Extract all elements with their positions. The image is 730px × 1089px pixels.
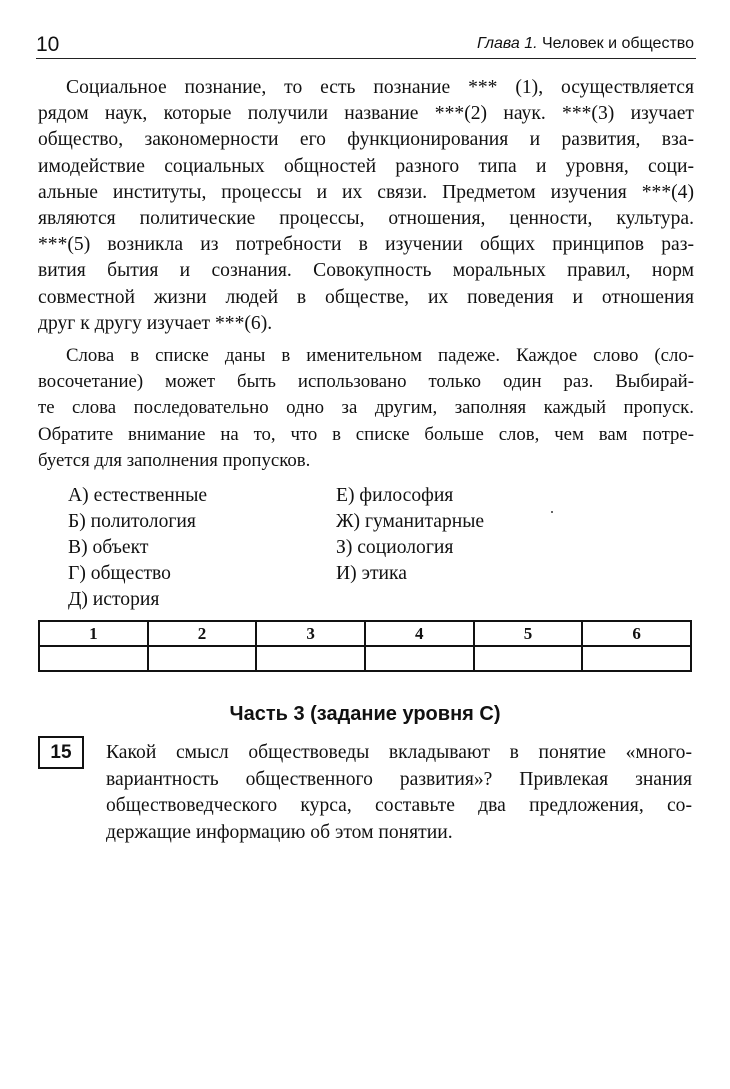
options-column-left <box>68 483 207 613</box>
option-item: И) этика <box>336 563 407 584</box>
chapter-title: Человек и общество <box>542 35 694 52</box>
answer-column-header: 3 <box>256 621 365 646</box>
text-line: являются политические процессы, отношения, ценности, культура. <box>38 208 694 230</box>
text-line: совместной жизни людей в обществе, их поведения и отношения <box>38 286 694 308</box>
answer-table <box>38 620 692 672</box>
answer-table-header-row <box>39 621 691 646</box>
option-item: Б) политология <box>68 511 196 532</box>
instructions-paragraph <box>38 343 694 474</box>
chapter-label: Глава 1. <box>476 35 538 52</box>
answer-column-header: 1 <box>39 621 148 646</box>
answer-column-header: 5 <box>474 621 583 646</box>
text-line: Социальное познание, то есть познание *** (1), осуществляется <box>66 77 694 98</box>
text-line: рядом наук, которые получили название ***(2) наук. ***(3) изучает <box>38 103 694 125</box>
text-line: буется для заполнения пропусков. <box>38 449 311 471</box>
option-item: А) естественные <box>68 485 208 506</box>
answer-table-input-row <box>39 646 691 671</box>
answer-cell[interactable] <box>365 646 474 671</box>
page-number: 10 <box>36 33 60 56</box>
answer-cell[interactable] <box>39 646 148 671</box>
text-line: Обратите внимание на то, что в списке больше слов, чем вам потре- <box>38 423 694 445</box>
option-item: Г) общество <box>68 563 171 584</box>
option-item: Ж) гуманитарные <box>336 511 485 532</box>
text-line: вариантность общественного развития»? Привлекая знания <box>106 768 692 790</box>
text-line: обществоведческого курса, составьте два предложения, со- <box>106 795 692 816</box>
chapter-heading <box>477 35 694 53</box>
option-item: З) социология <box>336 537 454 558</box>
options-column-right <box>336 483 484 587</box>
text-line: ***(5) возникла из потребности в изучении общих принципов раз- <box>38 234 694 256</box>
option-item: Е) философия <box>336 485 454 506</box>
answer-column-header: 2 <box>148 621 257 646</box>
text-line: друг к другу изучает ***(6). <box>38 312 273 334</box>
text-line: вития бытия и сознания. Совокупность моральных правил, норм <box>38 260 694 282</box>
task-text-paragraph <box>38 75 694 337</box>
part-title: Часть 3 (задание уровня С) <box>229 703 501 725</box>
text-line: восочетание) может быть использовано только один раз. Выбирай- <box>38 371 694 393</box>
option-item: Д) история <box>68 589 160 610</box>
text-line: держащие информацию об этом понятии. <box>106 821 453 843</box>
answer-cell[interactable] <box>582 646 691 671</box>
text-line: альные институты, процессы и их связи. Предметом изучения ***(4) <box>38 181 694 203</box>
task-15-text <box>106 740 692 846</box>
answer-cell[interactable] <box>148 646 257 671</box>
answer-column-header: 6 <box>582 621 691 646</box>
text-line: Слова в списке даны в именительном падеже. Каждое слово (сло- <box>66 345 694 366</box>
text-line: Какой смысл обществоведы вкладывают в понятие «много- <box>106 742 692 763</box>
text-line: имодействие социальных общностей разного типа и уровня, соци- <box>38 155 694 177</box>
answer-column-header: 4 <box>365 621 474 646</box>
print-speck <box>551 511 553 513</box>
answer-cell[interactable] <box>474 646 583 671</box>
text-line: общество, закономерности его функционирования и развития, вза- <box>38 129 694 151</box>
page-header <box>36 30 696 59</box>
option-item: В) объект <box>68 537 149 558</box>
answer-cell[interactable] <box>256 646 365 671</box>
text-line: те слова последовательно одно за другим, заполняя каждый пропуск. <box>38 397 694 419</box>
task-number-box: 15 <box>38 736 84 769</box>
